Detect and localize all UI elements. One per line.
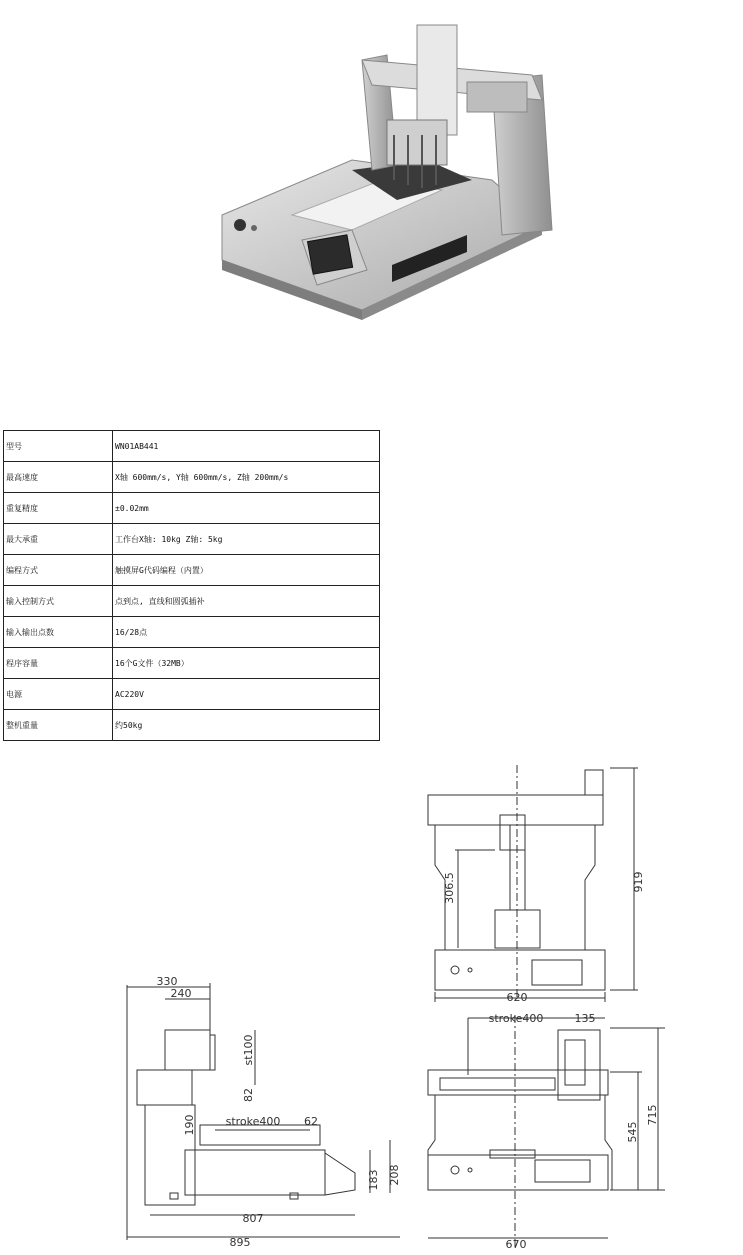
spec-value: WN01AB441: [113, 431, 380, 462]
dim-82: 82: [242, 1088, 255, 1102]
spec-row: [4, 493, 380, 524]
spec-row: [4, 617, 380, 648]
spec-value: 点到点, 直线和圆弧插补: [113, 586, 380, 617]
dim-stroke400-side: stroke400: [225, 1115, 281, 1128]
spec-row: [4, 462, 380, 493]
dim-895: 895: [229, 1236, 251, 1249]
dim-620: 620: [506, 991, 528, 1004]
top-view-drawing: [420, 1010, 665, 1253]
spec-label: 最大承重: [4, 524, 113, 555]
dim-135: 135: [574, 1012, 596, 1025]
spec-label: 最高速度: [4, 462, 113, 493]
spec-label: 整机重量: [4, 710, 113, 741]
dim-670: 670: [505, 1238, 527, 1251]
spec-row: [4, 679, 380, 710]
dim-807: 807: [242, 1212, 264, 1225]
spec-row: [4, 710, 380, 741]
spec-row: [4, 586, 380, 617]
spec-row: [4, 431, 380, 462]
spec-row: [4, 555, 380, 586]
spec-label: 重复精度: [4, 493, 113, 524]
spec-label: 程序容量: [4, 648, 113, 679]
side-view-drawing: [115, 975, 410, 1250]
dim-330: 330: [156, 975, 178, 988]
spec-label: 型号: [4, 431, 113, 462]
spec-value: 约50kg: [113, 710, 380, 741]
dim-545: 545: [626, 1121, 639, 1143]
dim-st100: st100: [242, 1034, 255, 1066]
dim-183: 183: [367, 1169, 380, 1191]
spec-value: 16/28点: [113, 617, 380, 648]
spec-value: ±0.02mm: [113, 493, 380, 524]
spec-table: [3, 430, 380, 741]
spec-row: [4, 648, 380, 679]
spec-value: 工作台X轴: 10kg Z轴: 5kg: [113, 524, 380, 555]
spec-value: X轴 600mm/s, Y轴 600mm/s, Z轴 200mm/s: [113, 462, 380, 493]
dim-240: 240: [170, 987, 192, 1000]
spec-value: 16个G文件（32MB）: [113, 648, 380, 679]
dim-190: 190: [183, 1114, 196, 1136]
dim-stroke400-top: stroke400: [488, 1012, 544, 1025]
spec-value: AC220V: [113, 679, 380, 710]
dim-62: 62: [304, 1115, 318, 1128]
spec-label: 编程方式: [4, 555, 113, 586]
spec-label: 输入输出点数: [4, 617, 113, 648]
front-view-drawing: [410, 760, 650, 1005]
dim-208: 208: [388, 1164, 401, 1186]
dim-306-5: 306.5: [443, 872, 456, 904]
dim-715: 715: [646, 1104, 659, 1126]
spec-row: [4, 524, 380, 555]
product-photo: [212, 20, 572, 320]
spec-label: 电源: [4, 679, 113, 710]
spec-value: 触摸屏G代码编程（内置）: [113, 555, 380, 586]
dim-919: 919: [632, 871, 645, 893]
spec-label: 输入控制方式: [4, 586, 113, 617]
